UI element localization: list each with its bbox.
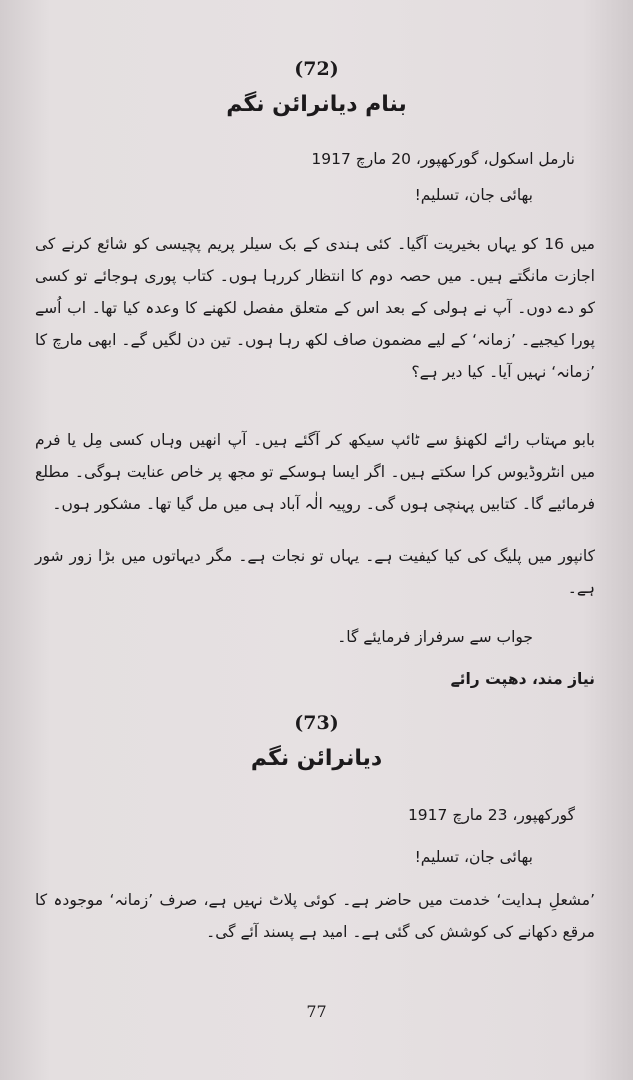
place-date: گورکھپور، 23 مارچ 1917: [407, 806, 575, 824]
paragraph: کانپور میں پلیگ کی کیا کیفیت ہے۔ یہاں تو نجات ہے۔ مگر دیہاتوں میں بڑا زور شور ہے۔: [35, 547, 595, 597]
letter-heading: بنام دیانرائن نگم: [226, 92, 407, 117]
letter-number: (73): [294, 712, 339, 734]
page-number: 77: [306, 1002, 327, 1021]
place-date: نارمل اسکول، گورکھپور، 20 مارچ 1917: [311, 150, 575, 168]
salutation: بھائی جان، تسلیم!: [414, 848, 533, 866]
paragraph: بابو مہتاب رائے لکھنؤ سے ٹائپ سیکھ کر آگئے ہیں۔ آپ انھیں وہاں کسی مِل یا فرم میں انٹروڈیوس کرا سکتے ہیں۔ اگر ایسا ہوسکے تو مجھ پر خاص عنایت ہوگی۔ مطلع فرمائیے گا۔ کتابیں پہنچی ہوں گی۔ روپیہ الٰہ آباد ہی میں مل گیا تھا۔ مشکور ہوں۔: [35, 431, 595, 513]
letter-number: (72): [294, 58, 339, 80]
salutation: بھائی جان، تسلیم!: [414, 186, 533, 204]
paragraph: میں 16 کو یہاں بخیریت آگیا۔ کئی ہندی کے بک سیلر پریم پچیسی کو شائع کرنے کی اجازت مانگتے ہیں۔ میں حصہ دوم کا انتظار کررہا ہوں۔ کتاب پوری ہوجائے تو کسی کو دے دوں۔ آپ نے ہولی کے بعد اس کے متعلق مفصل لکھنے کا وعدہ کیا تھا۔ اب اُسے پورا کیجیے۔ ’زمانہ‘ کے لیے مضمون صاف لکھ رہا ہوں۔ تین دن لگیں گے۔ ابھی مارچ کا ’زمانہ‘ نہیں آیا۔ کیا دیر ہے؟: [35, 235, 595, 381]
paragraph: ’مشعلِ ہدایت‘ خدمت میں حاضر ہے۔ کوئی پلاٹ نہیں ہے، صرف ’زمانہ‘ موجودہ کا مرقع دکھانے کی کوشش کی گئی ہے۔ امید ہے پسند آئے گی۔: [35, 891, 595, 941]
letter-heading: دیانرائن نگم: [250, 746, 383, 771]
signature: نیاز مند، دھپت رائے: [450, 670, 595, 688]
closing-line: جواب سے سرفراز فرمایئے گا۔: [337, 628, 533, 646]
